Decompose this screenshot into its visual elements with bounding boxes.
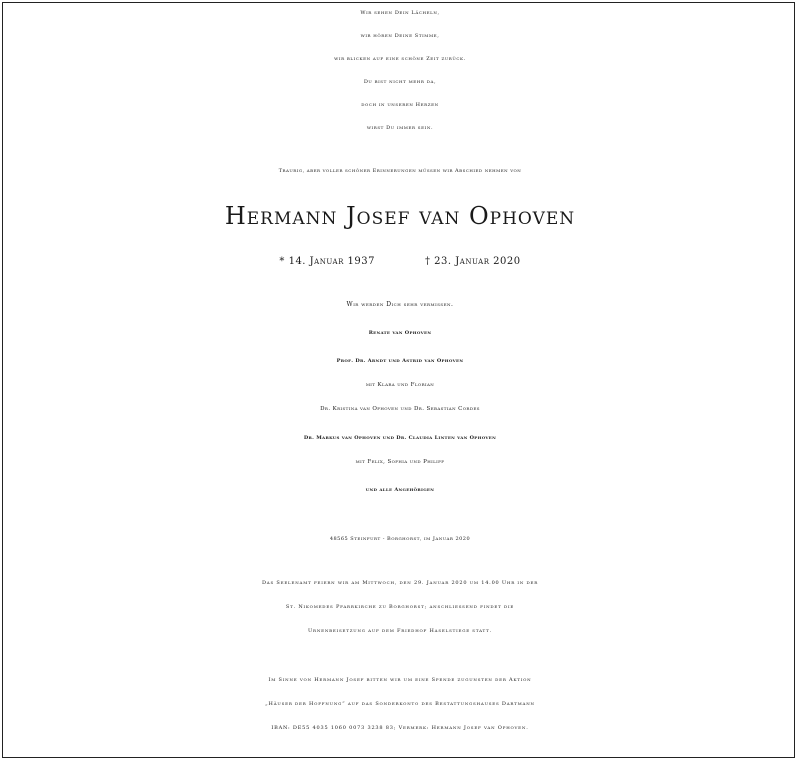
family-member: mit Klara und Florian: [365, 382, 435, 388]
family-member: und alle Angehörigen: [365, 487, 435, 493]
donation-line: IBAN: DE55 4035 1060 0073 3238 83; Vermerk: Hermann Josef van Ophoven.: [271, 725, 529, 731]
birth-date: * 14. Januar 1937: [279, 256, 375, 267]
poem-line: wir blicken auf eine schöne Zeit zurück.: [334, 56, 466, 62]
life-dates: [0, 256, 800, 267]
family-member: Renate van Ophoven: [368, 330, 432, 336]
service-line: Urnenbeisetzung auf dem Friedhof Haselstiege statt.: [308, 628, 492, 634]
poem-line: wir hören Deine Stimme,: [360, 33, 440, 39]
donation-line: „Häuser der Hoffnung“ auf das Sonderkonto des Bestattungshauses Dartmann: [265, 701, 535, 707]
deceased-name: Hermann Josef van Ophoven: [224, 202, 576, 230]
service-line: St. Nikomedes Pfarrkirche zu Borghorst; anschliessend findet die: [285, 604, 515, 610]
place-date: 48565 Steinfurt - Borghorst, im Januar 2020: [329, 536, 471, 542]
poem-line: doch in unseren Herzen: [361, 102, 439, 108]
family-member: Prof. Dr. Arndt und Astrid van Ophoven: [336, 358, 464, 364]
intro-text: Traurig, aber voller schöner Erinnerungen müssen wir Abschied nehmen von: [278, 168, 522, 174]
service-line: Das Seelenamt feiern wir am Mittwoch, den 29. Januar 2020 um 14.00 Uhr in der: [261, 580, 539, 586]
death-date: † 23. Januar 2020: [425, 256, 521, 267]
obituary-frame: [2, 2, 795, 758]
poem-line: wirst Du immer sein.: [366, 125, 434, 131]
poem-line: Wir sehen Dein Lächeln,: [360, 10, 440, 16]
family-member: Dr. Kristina van Ophoven und Dr. Sebastian Cordes: [320, 406, 480, 412]
poem-line: Du bist nicht mehr da,: [363, 79, 437, 85]
donation-line: Im Sinne von Hermann Josef bitten wir um eine Spende zugunsten der Aktion: [268, 677, 532, 683]
miss-line: Wir werden Dich sehr vermissen.: [346, 301, 454, 308]
family-member: Dr. Markus van Ophoven und Dr. Claudia Linten van Ophoven: [303, 435, 497, 441]
family-member: mit Felix, Sophia und Philipp: [355, 459, 445, 465]
